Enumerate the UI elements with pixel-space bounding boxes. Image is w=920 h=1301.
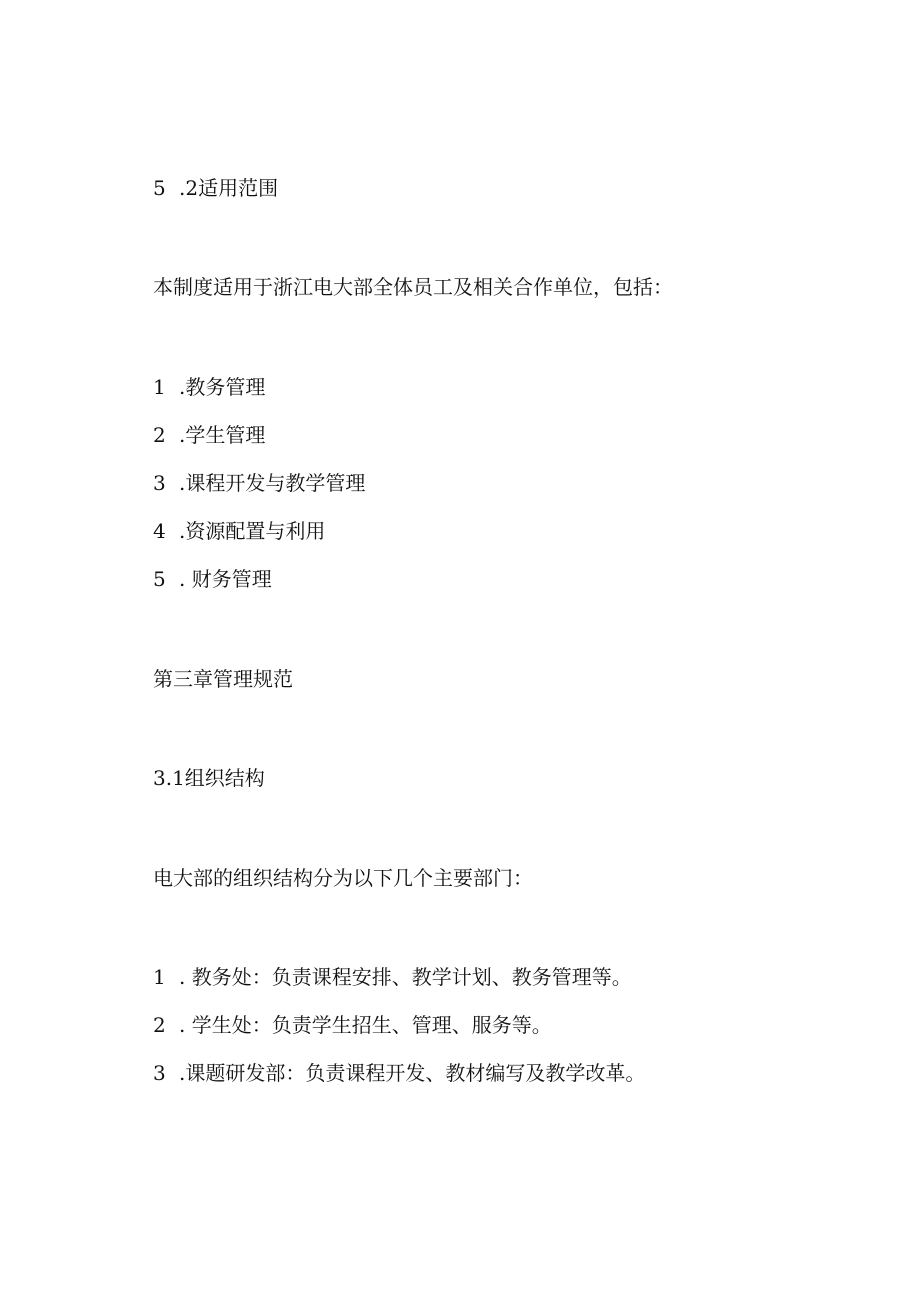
list-item-text: .课题研发部：负责课程开发、教材编写及教学改革。 <box>179 1061 646 1085</box>
list-item-number: 2 <box>153 423 166 447</box>
section-heading-3-1: 3.1组织结构 <box>153 766 265 790</box>
list-item-text: . 教务处：负责课程安排、教学计划、教务管理等。 <box>179 965 632 989</box>
list-item-number: 1 <box>153 965 166 989</box>
chapter-3-title: 第三章管理规范 <box>153 667 293 691</box>
list-item-text: .课程开发与教学管理 <box>179 471 366 495</box>
list-item-number: 1 <box>153 375 166 399</box>
list-item-text: . 财务管理 <box>179 567 272 591</box>
list-item-text: . 学生处：负责学生招生、管理、服务等。 <box>179 1013 552 1037</box>
section-number: 5 <box>153 176 166 200</box>
list-item-number: 4 <box>153 519 166 543</box>
scope-list-item <box>153 421 265 449</box>
section-heading-5-2 <box>153 174 278 202</box>
org-list-item <box>153 1011 552 1039</box>
org-list-item <box>153 1059 645 1087</box>
org-intro-paragraph: 电大部的组织结构分为以下几个主要部门： <box>153 866 533 890</box>
scope-list-item <box>153 469 365 497</box>
list-item-text: .学生管理 <box>179 423 266 447</box>
list-item-text: .资源配置与利用 <box>179 519 326 543</box>
list-item-number: 5 <box>153 567 166 591</box>
org-list-item <box>153 963 632 991</box>
list-item-number: 3 <box>153 471 166 495</box>
section-title: .2适用范围 <box>179 176 279 200</box>
list-item-number: 2 <box>153 1013 166 1037</box>
list-item-text: .教务管理 <box>179 375 266 399</box>
scope-list-item <box>153 373 265 401</box>
list-item-number: 3 <box>153 1061 166 1085</box>
scope-list-item <box>153 517 325 545</box>
scope-intro-paragraph: 本制度适用于浙江电大部全体员工及相关合作单位，包括： <box>153 275 673 299</box>
scope-list-item <box>153 565 272 593</box>
